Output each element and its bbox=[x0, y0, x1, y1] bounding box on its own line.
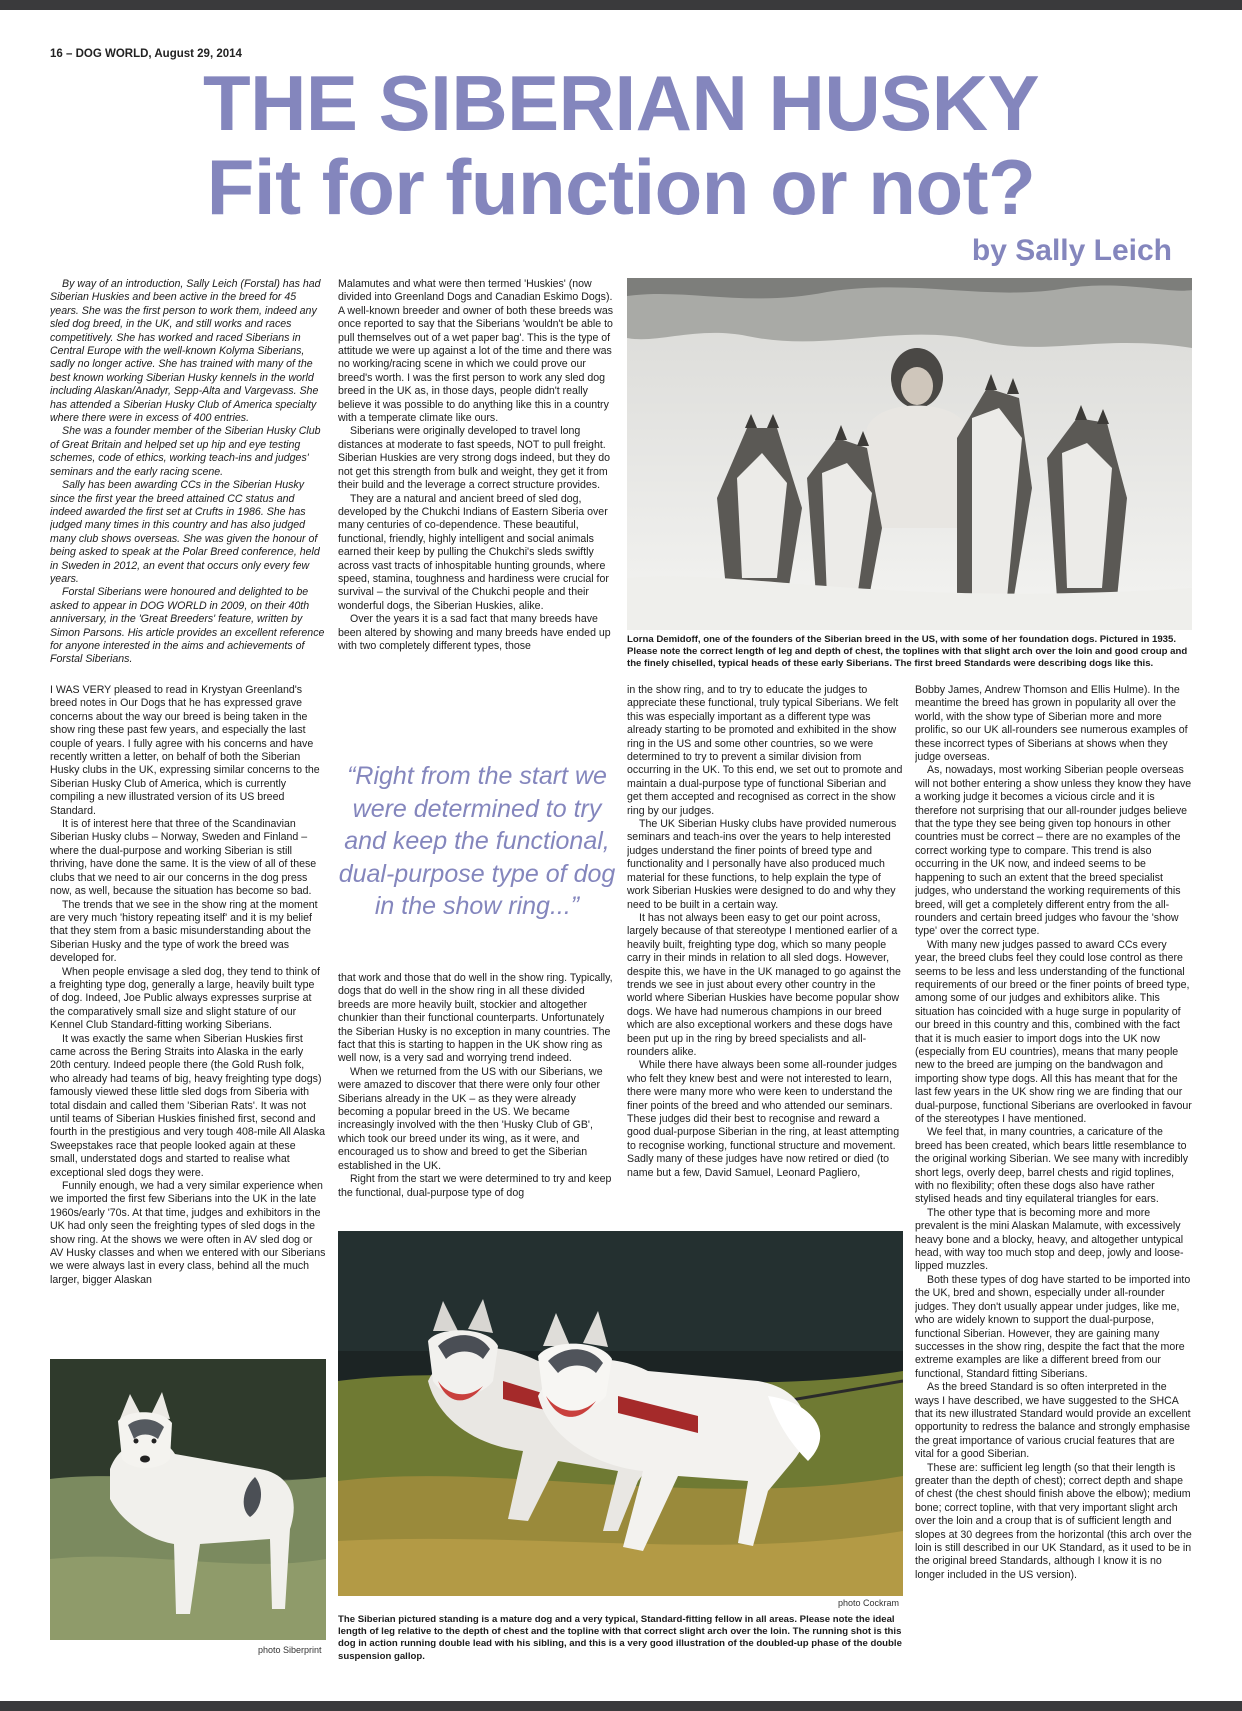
body-paragraph: Siberians were originally developed to travel long distances at moderate to fast speeds, NOT to pull freight. Siberian Huskies are very strong dogs indeed, but they do not get this strength from bulk and weight, they get it from their build and the leverage a correct structure provides. bbox=[338, 425, 611, 492]
running-siberians-photo bbox=[338, 1231, 903, 1596]
column-2-top bbox=[338, 278, 616, 696]
intro-column bbox=[50, 278, 326, 668]
historic-photo-lorna-demidoff bbox=[627, 278, 1192, 630]
body-paragraph: that work and those that do well in the show ring. Typically, dogs that do well in the show ring in all these divided breeds are more heavily built, stockier and altogether chunkier than their functional counterparts. Unfortunately the Siberian Husky is no exception in many countries. The fact that this is starting to happen in the UK show ring as well now, is a very sad and worrying trend indeed. bbox=[338, 972, 613, 1065]
body-paragraph: With many new judges passed to award CCs every year, the breed clubs feel they could lose control as there seems to be less and less understanding of the functional requirements of our breed or the finer points of breed type, among some of our judges and exhibitors alike. This situation has coincided with a huge surge in popularity of our breed in this country and this, combined with the fact that it is much easier to import dogs into the UK now (especially from EU countries), means that many people new to the breed are jumping on the bandwagon and importing show type dogs. All this has meant that for the last few years in the UK show ring we are finding that our dual-purpose, functional Siberians are overlooked in favour of the stereotypes I have mentioned. bbox=[915, 938, 1192, 1125]
body-paragraph: in the show ring, and to try to educate the judges to appreciate these functional, truly typical Siberians. We felt this was especially important as a different type was already starting to be promoted and exhibited in the show ring in the US and some other countries, so we were determined to try to prevent a similar division from occurring in the UK. To this end, we set out to promote and maintain a dual-purpose type of functional Siberian and get them accepted and recognised as correct in the show ring by our judges. bbox=[627, 684, 903, 817]
intro-paragraph: She was a founder member of the Siberian Husky Club of Great Britain and helped set up hip and eye testing schemes, code of ethics, working teach-ins and judges' seminars and the early racing scene. bbox=[50, 425, 321, 478]
body-paragraph: While there have always been some all-rounder judges who felt they knew best and were not interested to learn, there were many more who were keen to understand the finer points of the breed and who attended our seminars. These judges did their best to recognise and reward a good dual-purpose Siberian in the ring, at least attempting to recognise working, functional structure and movement. Sadly many of these judges have now retired or died (to name but a few, David Samuel, Leonard Pagliero, bbox=[627, 1059, 900, 1179]
body-paragraph: It has not always been easy to get our point across, largely because of that stereotype I mentioned earlier of a heavily built, freighting type dog, which so many people carry in their minds in relation to all sled dogs. However, despite this, we have in the UK managed to go against the trends we see in just about every other country in the world where Siberian Huskies have become popular show dogs. We have had numerous champions in our breed which are also exceptional workers and these dogs have been put up in the ring by breed specialists and all-rounders alike. bbox=[627, 911, 901, 1058]
pull-quote: “Right from the start we were determined to try and keep the functional, dual-purpose type of dog in the show ring...” bbox=[338, 762, 616, 920]
body-paragraph: It is of interest here that three of the Scandinavian Siberian Husky clubs – Norway, Sweden and Finland – where the dual-purpose and working Siberian is still thriving, have done the same. It is the view of all of these clubs that we need to air our concerns in the dog press now, as well, because the situation has become so bad. bbox=[50, 818, 317, 898]
body-paragraph: It was exactly the same when Siberian Huskies first came across the Bering Straits into Alaska in the early 20th century. Indeed people there (the Gold Rush folk, who already had teams of big, heavy freighting type dogs) famously viewed these little sled dogs from Siberia with total disdain and called them 'Siberian Rats'. It was not until teams of Siberian Huskies finished first, second and fourth in the prestigious and very tough 408-mile All Alaska Sweepstakes race that people looked again at these small, understated dogs and started to realise what exceptional sled dogs they were. bbox=[50, 1032, 326, 1179]
body-paragraph: Over the years it is a sad fact that many breeds have been altered by showing and many breeds have ended up with two completely different types, those bbox=[338, 613, 611, 652]
body-paragraph: The trends that we see in the show ring at the moment are very much 'history repeating itself' and it is my belief that they stem from a basic misunderstanding about the Siberian Husky and the type of work the breed was developed for. bbox=[50, 898, 318, 965]
body-paragraph: As the breed Standard is so often interpreted in the ways I have described, we have suggested to the SHCA that its new illustrated Standard would provide an excellent opportunity to redress the balance and strongly emphasise the great importance of various crucial features that are vital for a good Siberian. bbox=[915, 1381, 1191, 1461]
photo-2-credit: photo Siberprint bbox=[258, 1645, 322, 1655]
byline: by Sally Leich bbox=[971, 234, 1172, 267]
headline-line-2: Fit for function or not? bbox=[206, 143, 1036, 231]
top-frame-bar bbox=[0, 0, 1242, 10]
body-paragraph: Both these types of dog have started to be imported into the UK, bred and shown, especially under all-rounder judges. They don't usually appear under judges, like me, who are widely known to support the dual-purpose, functional Siberian. However, they are gaining many successes in the show ring, despite the fact that the more extreme examples are like a different breed from our functional, Standard fitting Siberians. bbox=[915, 1273, 1191, 1380]
running-huskies-illustration bbox=[338, 1231, 903, 1596]
body-paragraph: When we returned from the US with our Siberians, we were amazed to discover that there were only four other Siberians already in the UK – as they were already becoming a popular breed in the US. We became increasingly involved with the then 'Husky Club of GB', which took our breed under its wing, as it were, and encouraged us to show and breed to get the Siberian established in the UK. bbox=[338, 1065, 603, 1172]
body-paragraph: Malamutes and what were then termed 'Huskies' (now divided into Greenland Dogs and Canadian Eskimo Dogs). A well-known breeder and owner of both these breeds was once reported to say that the Siberians 'wouldn't be able to pull themselves out of a wet paper bag'. This is the type of attitude we were up against a lot of the time and there was no working/racing scene in which we could prove our breed's worth. I was the first person to work any sled dog breed in the UK as, in those days, people didn't really believe it was possible to do anything like this in a country with a temperate climate like ours. bbox=[338, 278, 614, 425]
body-paragraph: I WAS VERY pleased to read in Krystyan Greenland's breed notes in Our Dogs that he has expressed grave concerns about the way our breed is being taken in the show ring these past few years, and especially the last couple of years. I fully agree with his concerns and have recently written a letter, on behalf of both the Siberian Husky clubs in the UK, expressing similar concerns to the Siberian Husky Club of America, which is currently compiling a new illustrated version of its US breed Standard. bbox=[50, 684, 320, 817]
body-paragraph: These are: sufficient leg length (so that their length is greater than the depth of chest); correct depth and shape of chest (the chest should finish above the elbow); medium bone; correct topline, with that very important slight arch over the loin and a croup that is of sufficient length and slopes at 30 degrees from the horizontal (this arch over the loin is still described in our UK Standard, as it used to be in the original breed Standards, although I know it is no longer included in the US version). bbox=[915, 1461, 1192, 1581]
photo-1-caption: Lorna Demidoff, one of the founders of the Siberian breed in the US, with some of her foundation dogs. Pictured in 1935. Please note the correct length of leg and depth of chest, the toplines with that slight arch over the loin and good croup and the finely chiselled, typical heads of these early Siberians. The first breed Standards were describing dogs like this. bbox=[627, 634, 1188, 670]
body-paragraph: Right from the start we were determined to try and keep the functional, dual-purpose type of dog bbox=[338, 1173, 612, 1199]
body-paragraph: Bobby James, Andrew Thomson and Ellis Hulme). In the meantime the breed has grown in popularity all over the world, with the show type of Siberian more and more prolific, so our UK all-rounders see numerous examples of these incorrect types of Siberians at shows when they judge overseas. bbox=[915, 684, 1188, 764]
column-3 bbox=[627, 684, 903, 1224]
body-paragraph: They are a natural and ancient breed of sled dog, developed by the Chukchi Indians of Eastern Siberia over many centuries of co-dependence. These beautiful, functional, friendly, highly intelligent and social animals earned their keep by pulling the Chukchi's sleds swiftly across vast tracts of inhospitable hunting grounds, where speed, stamina, toughness and hardiness were crucial for survival – the survival of the Chukchi people and their wonderful dogs, the Siberian Huskies, alike. bbox=[338, 492, 609, 612]
body-paragraph: We feel that, in many countries, a caricature of the breed has been created, which bears little resemblance to the original working Siberian. We see many with incredibly short legs, overly deep, barrel chests and rigid toplines, with no flexibility; often these dogs also have rather stylised heads and tiny equilateral triangles for ears. bbox=[915, 1126, 1189, 1206]
intro-paragraph: By way of an introduction, Sally Leich (Forstal) has had Siberian Huskies and been active in the breed for 45 years. She was the first person to work them, indeed any sled dog breed, in the UK, and still works and races competitively. She has worked and raced Siberians in Central Europe with the well-known Kolyma Siberians, sadly no longer active. She has trained with many of the best known working Siberian Husky kennels in the world including Alaskan/Anadyr, Sepp-Alta and Vargevass. She has attended a Siberian Husky Club of America specialty where there were in excess of 400 entries. bbox=[50, 278, 321, 425]
photo-3-credit: photo Cockram bbox=[838, 1598, 900, 1608]
photo-3-caption: The Siberian pictured standing is a mature dog and a very typical, Standard-fitting fellow in all areas. Please note the ideal length of leg relative to the depth of chest and the topline with that correct slight arch over the loin. The running shot is this dog in action running double lead with his sibling, and this is a very good illustration of the doubled-up phase of the double suspension gallop. bbox=[338, 1614, 902, 1662]
intro-paragraph: Sally has been awarding CCs in the Siberian Husky since the first year the breed attained CC status and indeed awarded the first set at Crufts in 1986. She has judged many times in this country and has also judged many club shows overseas. She was given the honour of being asked to speak at the Polar Breed conference, held in Sweden in 2012, an event that occurs only every few years. bbox=[50, 479, 320, 585]
body-paragraph: The UK Siberian Husky clubs have provided numerous seminars and teach-ins over the years to help interested judges understand the finer points of breed type and functionality and I personally have also produced much material for these functions, to help explain the type of work Siberian Huskies were designed to do and why they need to be built in a certain way. bbox=[627, 818, 897, 911]
sled-dogs-1935-illustration bbox=[627, 278, 1192, 630]
headline-line-1: THE SIBERIAN HUSKY bbox=[202, 59, 1040, 147]
body-paragraph: As, nowadays, most working Siberian people overseas will not bother entering a show unless they know they have a working judge it becomes a vicious circle and it is therefore not surprising that our all-rounder judges believe that the type they see being given top honours in other countries must be correct – there are no examples of the correct working type to compare. This trend is also occurring in the UK now, and indeed seems to be happening to such an extent that the breed specialist judges, who understand the working requirements of this breed, will get a completely different entry from the all-rounders and certain breed judges who favour the 'show type' over the correct type. bbox=[915, 764, 1192, 938]
column-1-main bbox=[50, 684, 326, 1349]
body-paragraph: Funnily enough, we had a very similar experience when we imported the first few Siberians into the UK in the late 1960s/early '70s. At that time, judges and exhibitors in the UK had only seen the freighting types of sled dogs in the show ring. At the shows we were often in AV sled dog or AV Husky classes and when we entered with our Siberians we were always last in every class, behind all the much larger, bigger Alaskan bbox=[50, 1180, 326, 1286]
standing-siberian-photo bbox=[50, 1359, 326, 1640]
page-folio: 16 – DOG WORLD, August 29, 2014 bbox=[50, 48, 242, 60]
column-4 bbox=[915, 684, 1192, 1684]
intro-paragraph: Forstal Siberians were honoured and delighted to be asked to appear in DOG WORLD in 2009, on their 40th anniversary, in the 'Great Breeders' feature, written by Simon Parsons. His article provides an excellent reference for anyone interested in the aims and achievements of Forstal Siberians. bbox=[50, 586, 325, 666]
bottom-frame-bar bbox=[0, 1701, 1242, 1711]
body-paragraph: When people envisage a sled dog, they tend to think of a freighting type dog, generally a large, heavily built type of dog. Indeed, Joe Public always expresses surprise at the comparatively small size and slight stature of our Kennel Club Standard-fitting working Siberians. bbox=[50, 965, 320, 1032]
standing-husky-illustration bbox=[50, 1359, 326, 1640]
body-paragraph: The other type that is becoming more and more prevalent is the mini Alaskan Malamute, with excessively heavy bone and a blocky, heavy, and altogether untypical head, with way too much stop and deep, jowly and loose-lipped muzzles. bbox=[915, 1206, 1184, 1273]
column-2-bottom bbox=[338, 972, 616, 1224]
